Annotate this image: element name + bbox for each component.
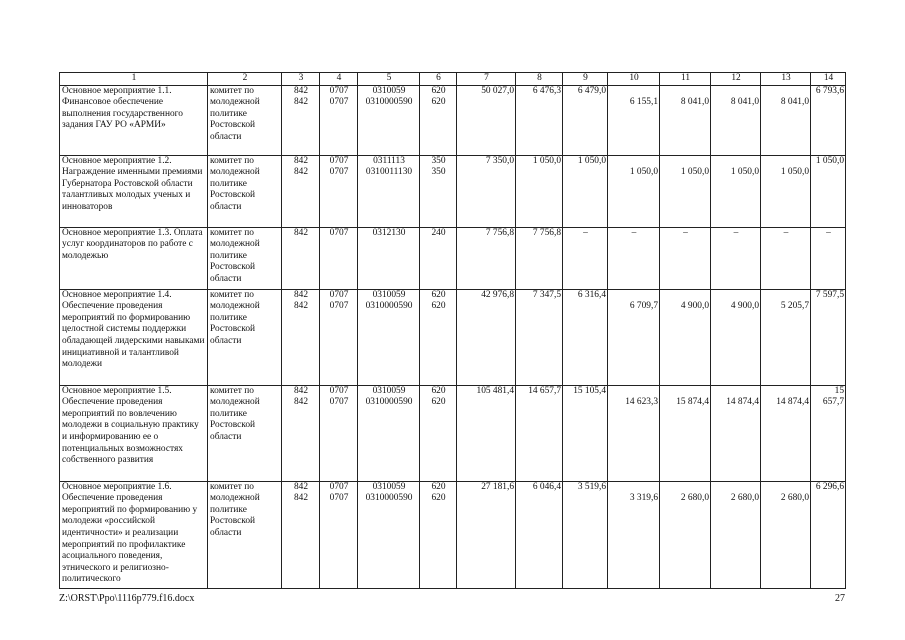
amount-value: 3 319,6 bbox=[629, 493, 658, 504]
code-value: 0707 bbox=[329, 167, 349, 178]
amount-c9: 3 519,6 bbox=[563, 481, 608, 588]
budget-code-c6 bbox=[420, 481, 457, 588]
code-value: 0310000590 bbox=[365, 301, 413, 312]
code-value: 0707 bbox=[329, 227, 349, 238]
code-value: 620 bbox=[431, 97, 446, 108]
code-value: 842 bbox=[293, 481, 309, 492]
amount-value: 1 050,0 bbox=[780, 167, 809, 178]
amount-c8: 7 347,5 bbox=[516, 289, 563, 385]
responsible-executor: комитет по молодежной политике Ростовской области bbox=[208, 289, 282, 385]
amount-c10 bbox=[608, 85, 660, 155]
amount-c14: 15 657,7 bbox=[811, 385, 846, 481]
amount-c14: 1 050,0 bbox=[811, 155, 846, 227]
budget-code-c6 bbox=[420, 385, 457, 481]
table-row bbox=[60, 85, 846, 155]
amount-c13 bbox=[761, 385, 811, 481]
amount-value: 5 205,7 bbox=[780, 301, 809, 312]
amount-value: – bbox=[783, 227, 789, 238]
amount-c10 bbox=[608, 481, 660, 588]
amount-value: – bbox=[683, 227, 688, 238]
page-number: 27 bbox=[835, 593, 845, 604]
code-value: 0707 bbox=[329, 301, 349, 312]
amount-c14: 6 793,6 bbox=[811, 85, 846, 155]
budget-code-c6 bbox=[420, 227, 457, 289]
amount-c11 bbox=[660, 385, 711, 481]
measure-description: Основное мероприятие 1.4. Обеспечение проведения мероприятий по формированию целостной системы поддержки обладающей лидерскими навыками инициативной и талантливой молодежи bbox=[60, 289, 208, 385]
amount-value: 1 050,0 bbox=[730, 167, 759, 178]
column-header-11: 11 bbox=[660, 73, 711, 86]
code-value: 842 bbox=[293, 227, 309, 238]
amount-c10 bbox=[608, 289, 660, 385]
amount-c7: 50 027,0 bbox=[457, 85, 516, 155]
amount-c7: 7 756,8 bbox=[457, 227, 516, 289]
amount-c13 bbox=[761, 481, 811, 588]
amount-c13 bbox=[761, 85, 811, 155]
budget-code-c4 bbox=[320, 227, 358, 289]
amount-c7: 27 181,6 bbox=[457, 481, 516, 588]
code-value: 0310000590 bbox=[365, 493, 413, 504]
column-header-10: 10 bbox=[608, 73, 660, 86]
amount-value: – bbox=[733, 227, 739, 238]
budget-code-c6 bbox=[420, 85, 457, 155]
code-value: 0310059 bbox=[372, 481, 406, 492]
table-row bbox=[60, 155, 846, 227]
column-header-13: 13 bbox=[761, 73, 811, 86]
amount-c13 bbox=[761, 155, 811, 227]
amount-value: 1 050,0 bbox=[680, 167, 709, 178]
amount-value: 2 680,0 bbox=[730, 493, 759, 504]
amount-value: 15 874,4 bbox=[676, 397, 709, 408]
file-path: Z:\ORST\Ppo\1116p779.f16.docx bbox=[59, 593, 195, 604]
amount-c14: 6 296,6 bbox=[811, 481, 846, 588]
code-value: 842 bbox=[293, 85, 309, 96]
amount-c12 bbox=[711, 85, 761, 155]
code-value: 842 bbox=[293, 289, 309, 300]
amount-c8: 6 046,4 bbox=[516, 481, 563, 588]
amount-value: 4 900,0 bbox=[680, 301, 709, 312]
budget-code-c3 bbox=[282, 227, 320, 289]
budget-code-c5 bbox=[358, 227, 420, 289]
budget-code-c6 bbox=[420, 289, 457, 385]
code-value: 0312130 bbox=[372, 227, 406, 238]
table-row bbox=[60, 289, 846, 385]
amount-value: 8 041,0 bbox=[780, 97, 809, 108]
code-value: 620 bbox=[431, 493, 446, 504]
amount-c8: 1 050,0 bbox=[516, 155, 563, 227]
amount-c12 bbox=[711, 155, 761, 227]
amount-value: 14 623,3 bbox=[625, 397, 658, 408]
column-header-14: 14 bbox=[811, 73, 846, 86]
budget-code-c4 bbox=[320, 85, 358, 155]
amount-value: 2 680,0 bbox=[780, 493, 809, 504]
code-value: 842 bbox=[293, 167, 309, 178]
amount-c7: 42 976,8 bbox=[457, 289, 516, 385]
amount-c7: 105 481,4 bbox=[457, 385, 516, 481]
code-value: 842 bbox=[293, 301, 309, 312]
code-value: 842 bbox=[293, 385, 309, 396]
code-value: 620 bbox=[431, 289, 446, 300]
amount-c13 bbox=[761, 227, 811, 289]
responsible-executor: комитет по молодежной политике Ростовской области bbox=[208, 155, 282, 227]
amount-c9: 1 050,0 bbox=[563, 155, 608, 227]
responsible-executor: комитет по молодежной политике Ростовской области bbox=[208, 227, 282, 289]
code-value: 0707 bbox=[329, 97, 349, 108]
amount-c12 bbox=[711, 227, 761, 289]
budget-code-c5 bbox=[358, 155, 420, 227]
code-value: 0310011130 bbox=[365, 167, 413, 178]
table-row bbox=[60, 481, 846, 588]
table-header-row bbox=[60, 73, 846, 86]
amount-value: 8 041,0 bbox=[730, 97, 759, 108]
code-value: 0311113 bbox=[373, 155, 405, 166]
code-value: 842 bbox=[293, 493, 309, 504]
amount-c14: – bbox=[811, 227, 846, 289]
responsible-executor: комитет по молодежной политике Ростовской области bbox=[208, 481, 282, 588]
budget-code-c4 bbox=[320, 289, 358, 385]
budget-code-c3 bbox=[282, 289, 320, 385]
column-header-5: 5 bbox=[358, 73, 420, 86]
responsible-executor: комитет по молодежной политике Ростовской области bbox=[208, 85, 282, 155]
budget-table bbox=[59, 72, 846, 589]
code-value: 0707 bbox=[329, 385, 349, 396]
amount-value: 14 874,4 bbox=[726, 397, 759, 408]
code-value: 620 bbox=[431, 301, 446, 312]
amount-value: 2 680,0 bbox=[680, 493, 709, 504]
amount-c12 bbox=[711, 385, 761, 481]
code-value: 842 bbox=[293, 155, 309, 166]
code-value: 0707 bbox=[329, 289, 349, 300]
code-value: 350 bbox=[431, 155, 446, 166]
amount-c13 bbox=[761, 289, 811, 385]
amount-value: 6 155,1 bbox=[629, 97, 658, 108]
column-header-2: 2 bbox=[208, 73, 282, 86]
amount-c10 bbox=[608, 155, 660, 227]
column-header-7: 7 bbox=[457, 73, 516, 86]
amount-value: 1 050,0 bbox=[629, 167, 658, 178]
budget-code-c4 bbox=[320, 385, 358, 481]
code-value: 0310059 bbox=[372, 85, 406, 96]
column-header-1: 1 bbox=[60, 73, 208, 86]
amount-c8: 6 476,3 bbox=[516, 85, 563, 155]
budget-code-c5 bbox=[358, 385, 420, 481]
code-value: 620 bbox=[431, 397, 446, 408]
amount-value: 8 041,0 bbox=[680, 97, 709, 108]
code-value: 620 bbox=[431, 85, 446, 96]
amount-c11 bbox=[660, 155, 711, 227]
budget-code-c5 bbox=[358, 85, 420, 155]
code-value: 620 bbox=[431, 385, 446, 396]
code-value: 0310000590 bbox=[365, 397, 413, 408]
budget-code-c4 bbox=[320, 481, 358, 588]
budget-code-c3 bbox=[282, 155, 320, 227]
amount-c8: 7 756,8 bbox=[516, 227, 563, 289]
column-header-8: 8 bbox=[516, 73, 563, 86]
budget-code-c6 bbox=[420, 155, 457, 227]
amount-value: 14 874,4 bbox=[776, 397, 809, 408]
amount-c9: 15 105,4 bbox=[563, 385, 608, 481]
amount-c8: 14 657,7 bbox=[516, 385, 563, 481]
amount-c7: 7 350,0 bbox=[457, 155, 516, 227]
column-header-3: 3 bbox=[282, 73, 320, 86]
budget-code-c5 bbox=[358, 481, 420, 588]
code-value: 0707 bbox=[329, 493, 349, 504]
amount-c11 bbox=[660, 481, 711, 588]
amount-c11 bbox=[660, 85, 711, 155]
amount-c11 bbox=[660, 227, 711, 289]
column-header-9: 9 bbox=[563, 73, 608, 86]
budget-code-c3 bbox=[282, 481, 320, 588]
code-value: 0310000590 bbox=[365, 97, 413, 108]
column-header-4: 4 bbox=[320, 73, 358, 86]
table-row bbox=[60, 227, 846, 289]
code-value: 842 bbox=[293, 97, 309, 108]
amount-c12 bbox=[711, 289, 761, 385]
code-value: 0707 bbox=[329, 155, 349, 166]
amount-value: 4 900,0 bbox=[730, 301, 759, 312]
amount-c9: 6 316,4 bbox=[563, 289, 608, 385]
amount-value: 6 709,7 bbox=[629, 301, 658, 312]
budget-code-c3 bbox=[282, 85, 320, 155]
code-value: 0707 bbox=[329, 397, 349, 408]
measure-description: Основное мероприятие 1.6. Обеспечение проведения мероприятий по формированию у молодежи «российской идентичности» и реализации мероприятий по профилактике асоциального поведения, этнического и религиозно-политического bbox=[60, 481, 208, 588]
amount-c9: 6 479,0 bbox=[563, 85, 608, 155]
budget-code-c3 bbox=[282, 385, 320, 481]
budget-code-c5 bbox=[358, 289, 420, 385]
amount-value: – bbox=[631, 227, 637, 238]
column-header-12: 12 bbox=[711, 73, 761, 86]
amount-c14: 7 597,5 bbox=[811, 289, 846, 385]
code-value: 0310059 bbox=[372, 385, 406, 396]
measure-description: Основное мероприятие 1.3. Оплата услуг координаторов по работе с молодежью bbox=[60, 227, 208, 289]
code-value: 240 bbox=[431, 227, 446, 238]
measure-description: Основное мероприятие 1.2. Награждение именными премиями Губернатора Ростовской области талантливых молодых ученых и инноваторов bbox=[60, 155, 208, 227]
responsible-executor: комитет по молодежной политике Ростовской области bbox=[208, 385, 282, 481]
budget-code-c4 bbox=[320, 155, 358, 227]
measure-description: Основное мероприятие 1.1. Финансовое обеспечение выполнения государственного задания ГАУ РО «АРМИ» bbox=[60, 85, 208, 155]
code-value: 620 bbox=[431, 481, 446, 492]
code-value: 842 bbox=[293, 397, 309, 408]
code-value: 350 bbox=[431, 167, 446, 178]
table-row bbox=[60, 385, 846, 481]
amount-c10 bbox=[608, 385, 660, 481]
amount-c9: – bbox=[563, 227, 608, 289]
measure-description: Основное мероприятие 1.5. Обеспечение проведения мероприятий по вовлечению молодежи в социальную практику и информированию ее о потенциальных возможностях собственного развития bbox=[60, 385, 208, 481]
code-value: 0707 bbox=[329, 481, 349, 492]
amount-c10 bbox=[608, 227, 660, 289]
column-header-6: 6 bbox=[420, 73, 457, 86]
amount-c11 bbox=[660, 289, 711, 385]
amount-c12 bbox=[711, 481, 761, 588]
code-value: 0707 bbox=[329, 85, 349, 96]
code-value: 0310059 bbox=[372, 289, 406, 300]
